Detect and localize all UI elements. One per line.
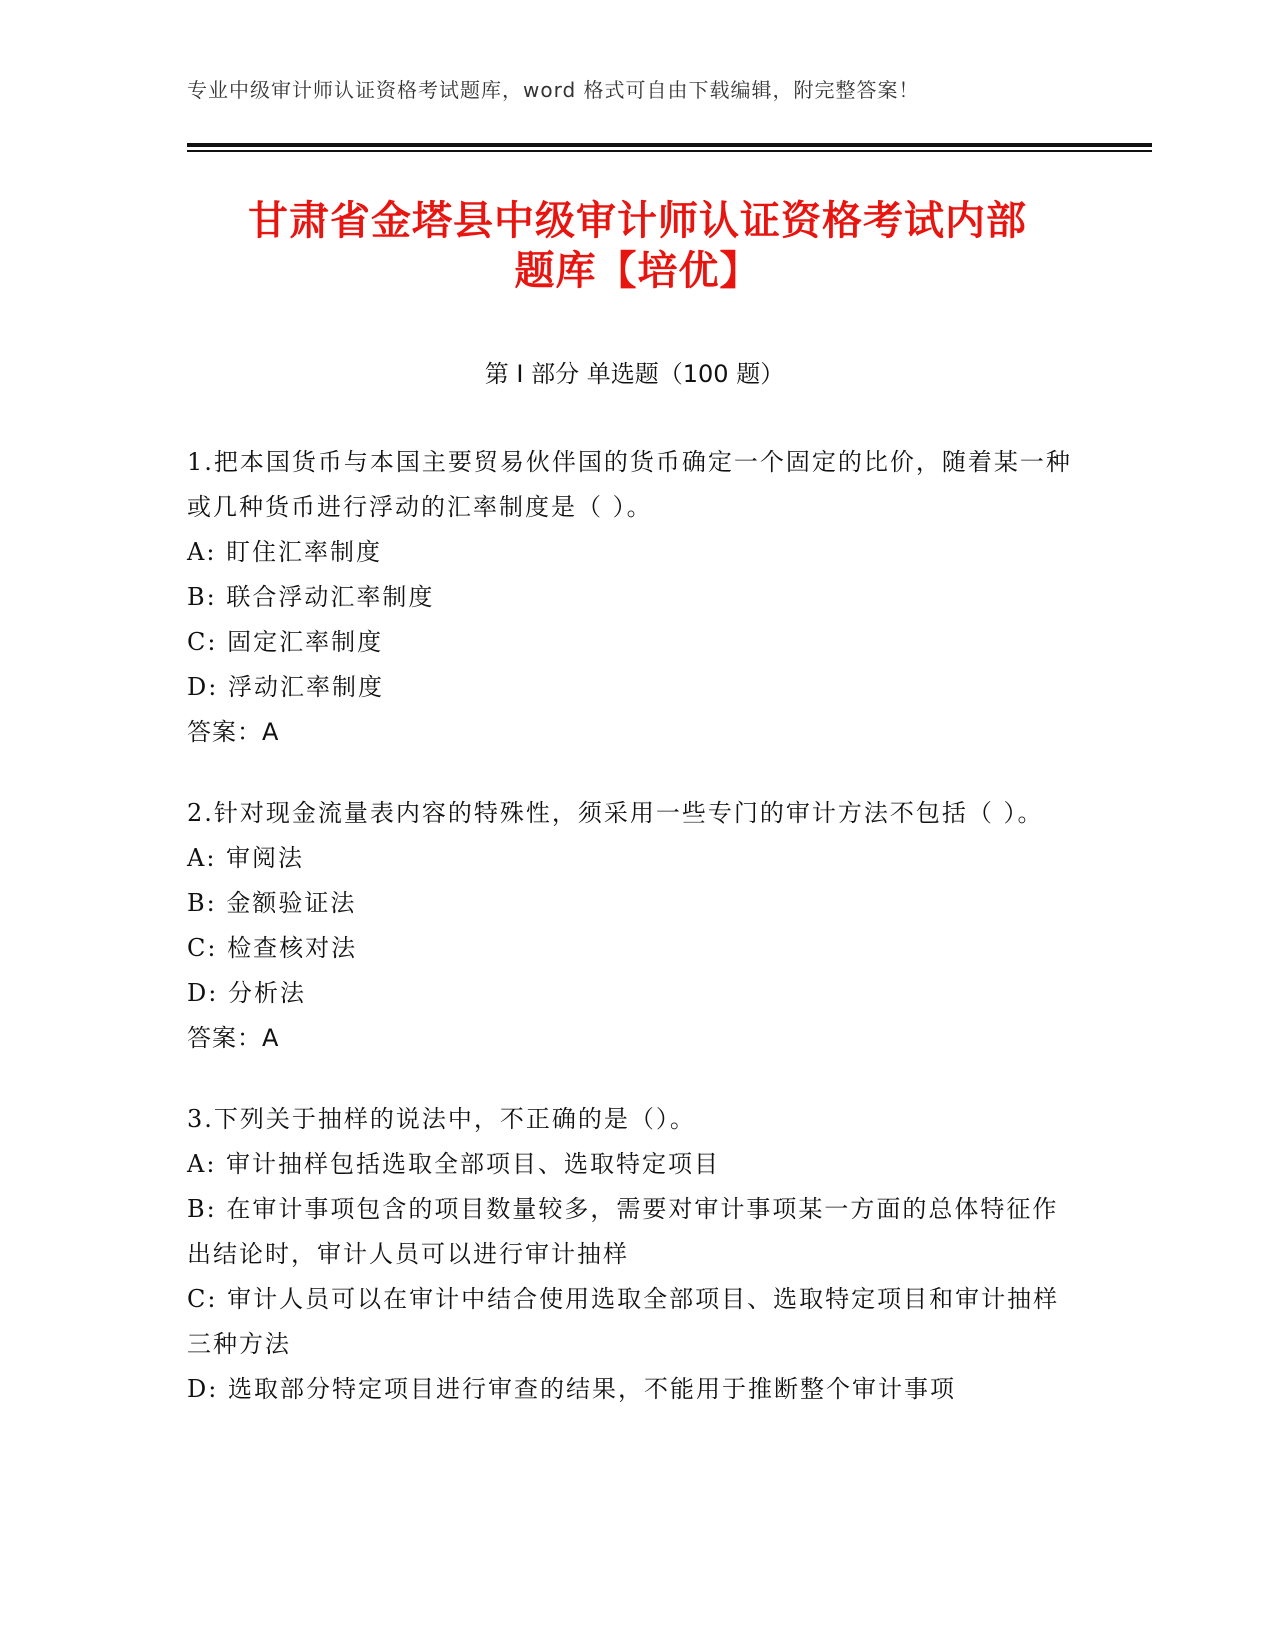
question-3: [187, 1097, 1077, 1412]
answer-text: 答案：A: [187, 1024, 280, 1052]
option-c: C: 审计人员可以在审计中结合使用选取全部项目、选取特定项目和审计抽样三种方法: [187, 1285, 1060, 1358]
section-title: 第 I 部分 单选题（100 题）: [484, 360, 785, 388]
header-rule-thin: [187, 150, 1152, 152]
document-title: [150, 196, 1125, 296]
option-b: B: 联合浮动汇率制度: [187, 583, 435, 611]
header-note: 专业中级审计师认证资格考试题库，word 格式可自由下载编辑，附完整答案！: [187, 78, 920, 102]
document-title-line-1: 甘肃省金塔县中级审计师认证资格考试内部: [248, 198, 1027, 244]
document-title-line-2: 题库【培优】: [514, 248, 761, 294]
option-b: B: 金额验证法: [187, 889, 357, 917]
option-c: C: 固定汇率制度: [187, 628, 384, 656]
option-a: A: 审阅法: [187, 844, 305, 872]
question-stem: 3.下列关于抽样的说法中，不正确的是（）。: [187, 1105, 696, 1133]
option-d: D: 浮动汇率制度: [187, 673, 384, 701]
header-rule-thick: [187, 143, 1152, 147]
option-a: A: 审计抽样包括选取全部项目、选取特定项目: [187, 1150, 721, 1178]
question-1: [187, 440, 1077, 755]
answer-text: 答案：A: [187, 718, 280, 746]
option-c: C: 检查核对法: [187, 934, 358, 962]
option-d: D: 选取部分特定项目进行审查的结果，不能用于推断整个审计事项: [187, 1375, 956, 1403]
option-d: D: 分析法: [187, 979, 306, 1007]
option-a: A: 盯住汇率制度: [187, 538, 383, 566]
question-stem: 2.针对现金流量表内容的特殊性，须采用一些专门的审计方法不包括（ ）。: [187, 799, 1044, 827]
question-2: [187, 791, 1077, 1061]
question-list: [187, 440, 1077, 1448]
question-stem: 1.把本国货币与本国主要贸易伙伴国的货币确定一个固定的比价，随着某一种或几种货币进行浮动的汇率制度是（ ）。: [187, 448, 1072, 521]
option-b: B: 在审计事项包含的项目数量较多，需要对审计事项某一方面的总体特征作出结论时，审计人员可以进行审计抽样: [187, 1195, 1059, 1268]
